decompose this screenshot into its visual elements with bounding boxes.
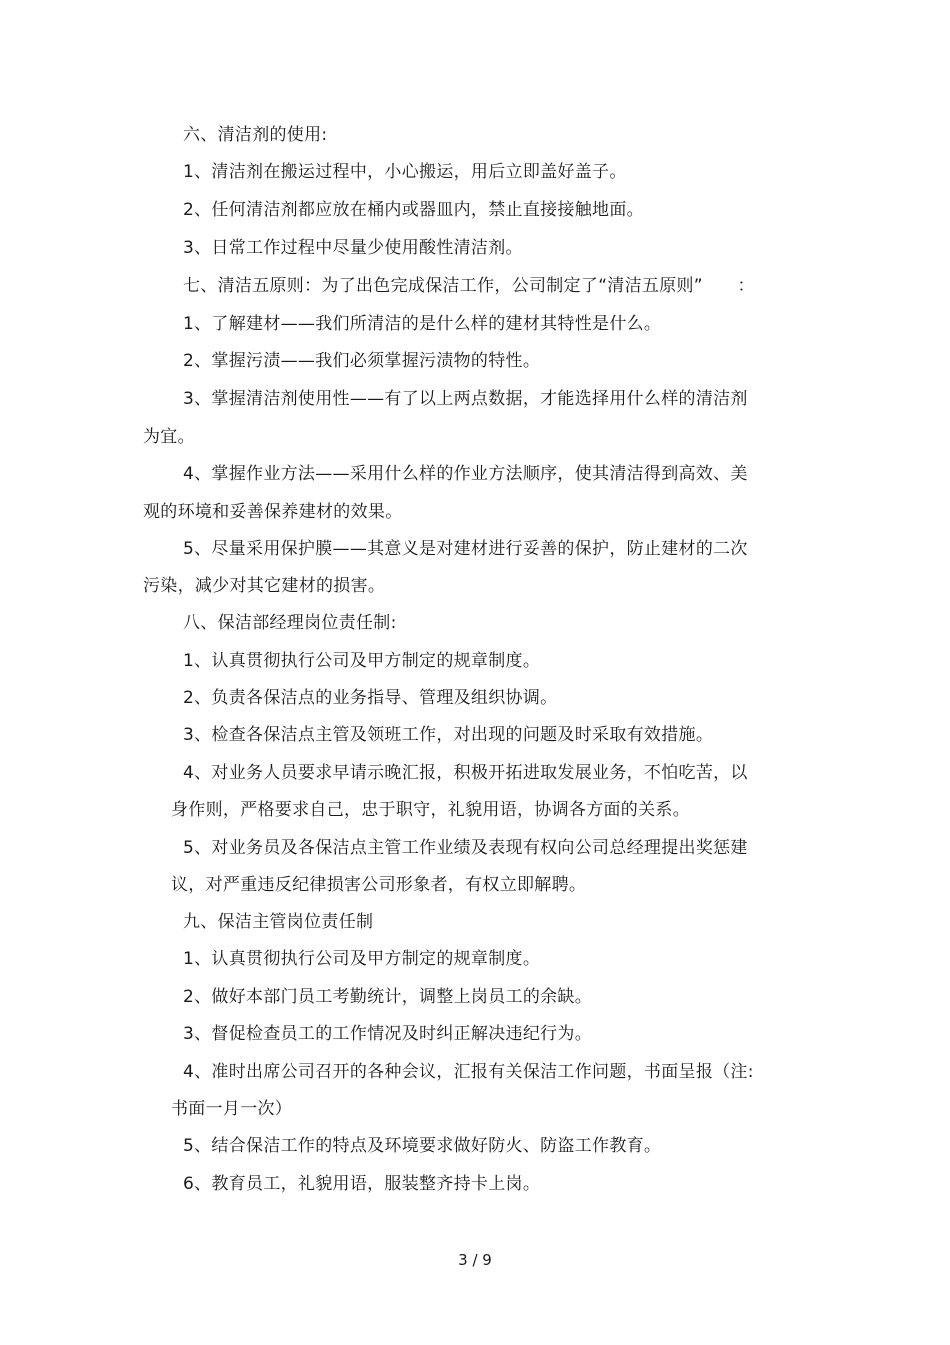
- paragraph-line: 身作则，严格要求自己，忠于职守，礼貌用语，协调各方面的关系。: [171, 800, 690, 820]
- paragraph-line: 5、尽量采用保护膜——其意义是对建材进行妥善的保护，防止建材的二次: [183, 539, 748, 559]
- paragraph-line: 6、教育员工，礼貌用语，服装整齐持卡上岗。: [183, 1174, 541, 1194]
- paragraph-line: 书面一月一次）: [171, 1099, 293, 1119]
- paragraph-line: 1、认真贯彻执行公司及甲方制定的规章制度。: [183, 949, 541, 969]
- paragraph-line: 3、掌握清洁剂使用性——有了以上两点数据，才能选择用什么样的清洁剂: [183, 389, 748, 409]
- paragraph-line: 3、日常工作过程中尽量少使用酸性清洁剂。: [183, 238, 523, 258]
- paragraph-line: 4、对业务人员要求早请示晚汇报，积极开拓进取发展业务，不怕吃苦，以: [183, 763, 748, 783]
- paragraph-line: 2、掌握污渍——我们必须掌握污渍物的特性。: [183, 351, 541, 371]
- section-heading-6: 六、清洁剂的使用:: [183, 125, 328, 145]
- paragraph-line: 2、任何清洁剂都应放在桶内或器皿内，禁止直接接触地面。: [183, 200, 644, 220]
- paragraph-line: 为宜。: [143, 427, 195, 447]
- paragraph-line: 2、做好本部门员工考勤统计，调整上岗员工的余缺。: [183, 987, 593, 1007]
- paragraph-line: 5、对业务员及各保洁点主管工作业绩及表现有权向公司总经理提出奖惩建: [183, 838, 748, 858]
- paragraph-line: 2、负责各保洁点的业务指导、管理及组织协调。: [183, 688, 558, 708]
- paragraph-line: 3、督促检查员工的工作情况及时纠正解决违纪行为。: [183, 1024, 593, 1044]
- section-heading-7: 七、清洁五原则：为了出色完成保洁工作，公司制定了“清洁五原则” ：: [183, 276, 755, 296]
- paragraph-line: 议，对严重违反纪律损害公司形象者，有权立即解聘。: [171, 875, 587, 895]
- page-number: 3 / 9: [458, 1251, 492, 1269]
- section-heading-8: 八、保洁部经理岗位责任制:: [183, 613, 397, 633]
- paragraph-line: 5、结合保洁工作的特点及环境要求做好防火、防盗工作教育。: [183, 1136, 662, 1156]
- paragraph-line: 污染，减少对其它建材的损害。: [143, 576, 386, 596]
- paragraph-line: 1、认真贯彻执行公司及甲方制定的规章制度。: [183, 651, 541, 671]
- paragraph-line: 4、掌握作业方法——采用什么样的作业方法顺序，使其清洁得到高效、美: [183, 464, 748, 484]
- paragraph-line: 4、准时出席公司召开的各种会议，汇报有关保洁工作问题，书面呈报（注:: [183, 1062, 754, 1082]
- paragraph-line: 3、检查各保洁点主管及领班工作，对出现的问题及时采取有效措施。: [183, 725, 714, 745]
- paragraph-line: 观的环境和妥善保养建材的效果。: [143, 502, 403, 522]
- paragraph-line: 1、清洁剂在搬运过程中，小心搬运，用后立即盖好盖子。: [183, 162, 627, 182]
- paragraph-line: 1、了解建材——我们所清洁的是什么样的建材其特性是什么。: [183, 314, 662, 334]
- section-heading-9: 九、保洁主管岗位责任制: [183, 912, 374, 932]
